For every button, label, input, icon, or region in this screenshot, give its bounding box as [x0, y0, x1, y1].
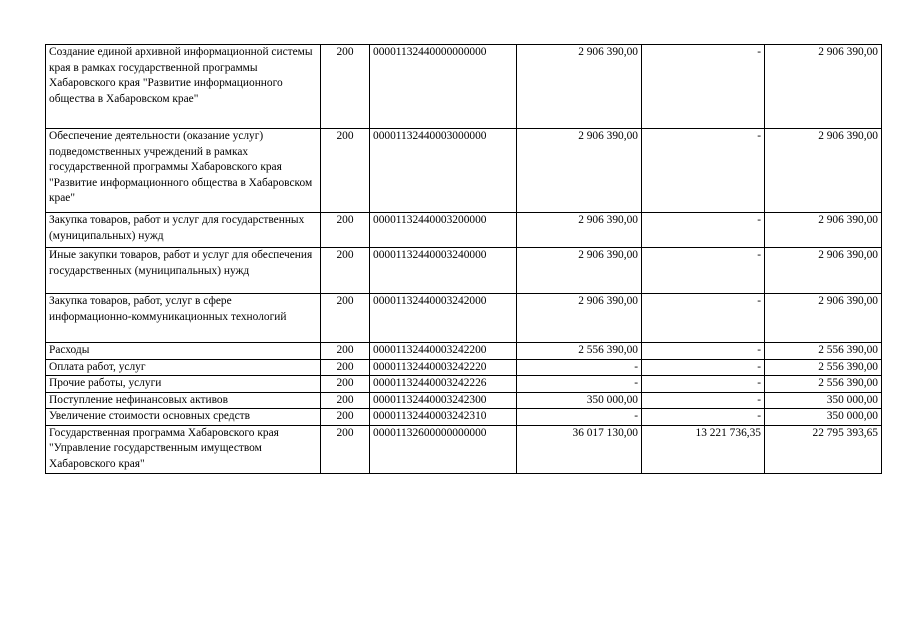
row-executed-amount: - — [642, 294, 765, 343]
row-approved-amount: 36 017 130,00 — [517, 425, 642, 473]
row-name: Закупка товаров, работ и услуг для государственных (муниципальных) нужд — [46, 213, 321, 248]
table-row — [46, 248, 882, 294]
row-kbk-code: 00001132440000000000 — [370, 45, 517, 129]
row-remaining-amount: 2 556 390,00 — [765, 343, 882, 360]
row-name: Увеличение стоимости основных средств — [46, 409, 321, 426]
row-kbk-code: 00001132440003242310 — [370, 409, 517, 426]
row-remaining-amount: 2 906 390,00 — [765, 248, 882, 294]
row-approved-amount: 2 906 390,00 — [517, 294, 642, 343]
row-kbk-code: 00001132440003000000 — [370, 129, 517, 213]
row-remaining-amount: 2 556 390,00 — [765, 376, 882, 393]
row-remaining-amount: 2 906 390,00 — [765, 213, 882, 248]
row-approved-amount: 2 906 390,00 — [517, 248, 642, 294]
row-line-code: 200 — [321, 409, 370, 426]
row-executed-amount: - — [642, 392, 765, 409]
row-name: Иные закупки товаров, работ и услуг для обеспечения государственных (муниципальных) нужд — [46, 248, 321, 294]
row-approved-amount: - — [517, 376, 642, 393]
row-approved-amount: 2 906 390,00 — [517, 129, 642, 213]
row-executed-amount: - — [642, 248, 765, 294]
row-approved-amount: 350 000,00 — [517, 392, 642, 409]
row-kbk-code: 00001132440003242226 — [370, 376, 517, 393]
row-executed-amount: - — [642, 343, 765, 360]
row-remaining-amount: 2 906 390,00 — [765, 45, 882, 129]
row-name: Поступление нефинансовых активов — [46, 392, 321, 409]
row-executed-amount: - — [642, 359, 765, 376]
row-line-code: 200 — [321, 294, 370, 343]
table-row — [46, 425, 882, 473]
table-row — [46, 343, 882, 360]
table-row — [46, 213, 882, 248]
table-row — [46, 294, 882, 343]
row-executed-amount: - — [642, 376, 765, 393]
row-line-code: 200 — [321, 343, 370, 360]
row-remaining-amount: 22 795 393,65 — [765, 425, 882, 473]
table-row — [46, 409, 882, 426]
row-line-code: 200 — [321, 248, 370, 294]
row-kbk-code: 00001132600000000000 — [370, 425, 517, 473]
table-row — [46, 359, 882, 376]
row-name: Государственная программа Хабаровского края "Управление государственным имуществом Хабаровского края" — [46, 425, 321, 473]
budget-execution-table — [45, 44, 882, 474]
row-approved-amount: 2 556 390,00 — [517, 343, 642, 360]
row-remaining-amount: 350 000,00 — [765, 409, 882, 426]
row-name: Закупка товаров, работ, услуг в сфере информационно-коммуникационных технологий — [46, 294, 321, 343]
table-row — [46, 45, 882, 129]
row-approved-amount: - — [517, 409, 642, 426]
row-executed-amount: - — [642, 129, 765, 213]
row-kbk-code: 00001132440003242000 — [370, 294, 517, 343]
row-approved-amount: 2 906 390,00 — [517, 213, 642, 248]
row-line-code: 200 — [321, 213, 370, 248]
row-remaining-amount: 2 906 390,00 — [765, 129, 882, 213]
table-row — [46, 129, 882, 213]
row-approved-amount: - — [517, 359, 642, 376]
row-kbk-code: 00001132440003240000 — [370, 248, 517, 294]
row-executed-amount: 13 221 736,35 — [642, 425, 765, 473]
row-line-code: 200 — [321, 425, 370, 473]
table-row — [46, 392, 882, 409]
row-line-code: 200 — [321, 359, 370, 376]
row-remaining-amount: 350 000,00 — [765, 392, 882, 409]
row-approved-amount: 2 906 390,00 — [517, 45, 642, 129]
row-name: Создание единой архивной информационной системы края в рамках государственной программы Хабаровского края "Развитие информационного общества в Хабаровском крае" — [46, 45, 321, 129]
row-line-code: 200 — [321, 129, 370, 213]
table-row — [46, 376, 882, 393]
row-name: Обеспечение деятельности (оказание услуг) подведомственных учреждений в рамках государственной программы Хабаровского края "Развитие информационного общества в Хабаровском крае" — [46, 129, 321, 213]
row-executed-amount: - — [642, 45, 765, 129]
row-name: Прочие работы, услуги — [46, 376, 321, 393]
row-line-code: 200 — [321, 45, 370, 129]
row-name: Оплата работ, услуг — [46, 359, 321, 376]
row-kbk-code: 00001132440003242300 — [370, 392, 517, 409]
row-remaining-amount: 2 556 390,00 — [765, 359, 882, 376]
row-executed-amount: - — [642, 409, 765, 426]
row-kbk-code: 00001132440003242220 — [370, 359, 517, 376]
row-line-code: 200 — [321, 392, 370, 409]
row-kbk-code: 00001132440003242200 — [370, 343, 517, 360]
row-remaining-amount: 2 906 390,00 — [765, 294, 882, 343]
row-name: Расходы — [46, 343, 321, 360]
row-kbk-code: 00001132440003200000 — [370, 213, 517, 248]
row-line-code: 200 — [321, 376, 370, 393]
row-executed-amount: - — [642, 213, 765, 248]
